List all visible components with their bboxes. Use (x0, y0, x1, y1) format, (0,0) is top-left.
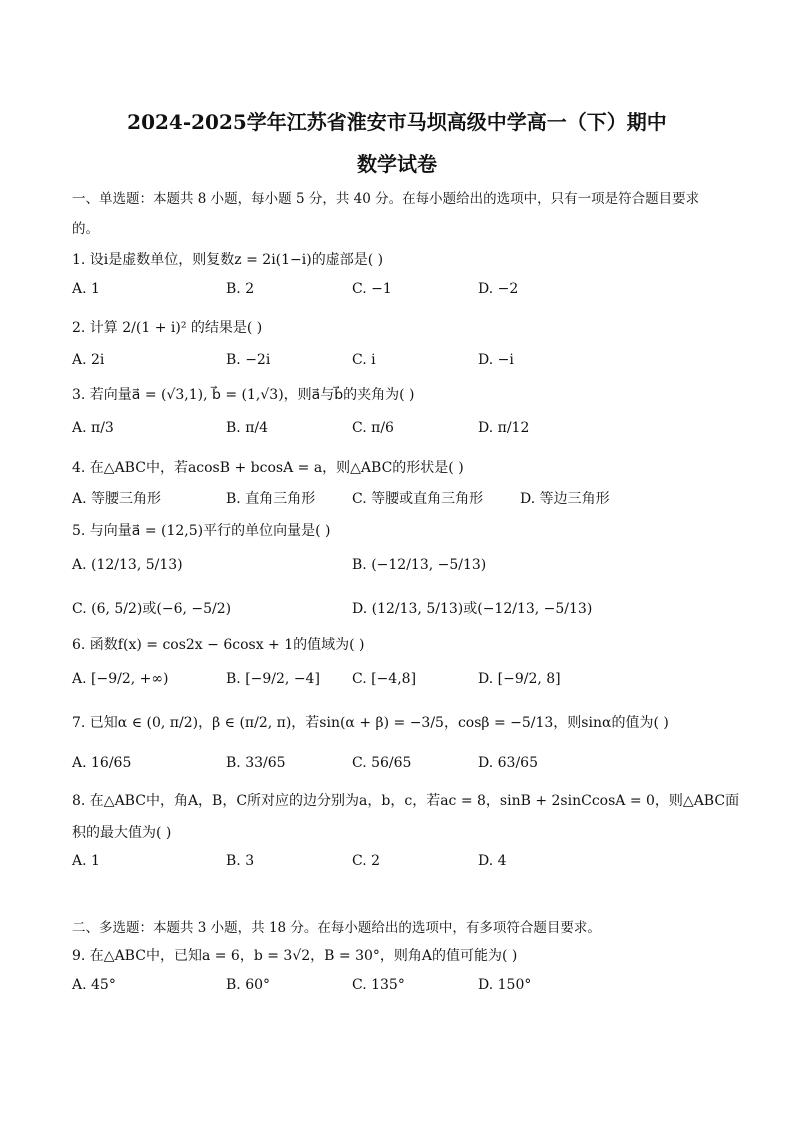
section1-heading: 一、单选题：本题共 8 小题，每小题 5 分，共 40 分。在每小题给出的选项中，只有一项是符合题目要求 (72, 191, 700, 207)
section1-heading-cont: 的。 (72, 221, 99, 237)
question-9-option-a: A. 45° (72, 977, 116, 993)
question-1-stem: 1. 设i是虚数单位，则复数z = 2i(1−i)的虚部是( ) (72, 252, 384, 268)
question-8-option-b: B. 3 (226, 853, 255, 869)
page-subtitle: 数学试卷 (357, 152, 437, 176)
question-4-stem: 4. 在△ABC中，若acosB + bcosA = a，则△ABC的形状是( ) (72, 460, 464, 476)
question-1-option-c: C. −1 (352, 281, 392, 297)
question-7-stem: 7. 已知α ∈ (0, π/2)，β ∈ (π/2, π)，若sin(α + β) = −3/5，cosβ = −5/13，则sinα的值为( ) (72, 715, 669, 731)
section2-heading: 二、多选题：本题共 3 小题，共 18 分。在每小题给出的选项中，有多项符合题目要求。 (72, 920, 601, 936)
question-7-option-c: C. 56/65 (352, 755, 412, 771)
question-4-option-d: D. 等边三角形 (520, 491, 610, 507)
question-6-option-d: D. [−9/2, 8] (478, 671, 561, 687)
question-9-option-b: B. 60° (226, 977, 271, 993)
question-2-option-a: A. 2i (72, 352, 105, 368)
question-3-stem: 3. 若向量a⃗ = (√3,1), b⃗ = (1,√3)，则a⃗与b⃗的夹角为( ) (72, 387, 415, 403)
question-6-option-b: B. [−9/2, −4] (226, 671, 320, 687)
question-2-option-c: C. i (352, 352, 376, 368)
question-4-option-a: A. 等腰三角形 (72, 491, 162, 507)
question-5-option-c: C. (6, 5/2)或(−6, −5/2) (72, 601, 232, 617)
page-title: 2024-2025学年江苏省淮安市马坝高级中学高一（下）期中 (127, 110, 667, 134)
question-4-option-c: C. 等腰或直角三角形 (352, 491, 484, 507)
question-1-option-a: A. 1 (72, 281, 100, 297)
question-9-stem: 9. 在△ABC中，已知a = 6，b = 3√2，B = 30°，则角A的值可能为( ) (72, 948, 518, 964)
question-2-option-d: D. −i (478, 352, 514, 368)
question-9-option-d: D. 150° (478, 977, 532, 993)
question-3-option-d: D. π/12 (478, 420, 530, 436)
question-8-stem: 8. 在△ABC中，角A，B，C所对应的边分别为a，b，c，若ac = 8，sinB + 2sinCcosA = 0，则△ABC面 (72, 793, 740, 809)
question-8-option-a: A. 1 (72, 853, 100, 869)
question-5-option-d: D. (12/13, 5/13)或(−12/13, −5/13) (352, 601, 593, 617)
question-7-option-d: D. 63/65 (478, 755, 538, 771)
question-7-option-b: B. 33/65 (226, 755, 286, 771)
question-1-option-d: D. −2 (478, 281, 519, 297)
question-2-stem: 2. 计算 2/(1 + i)² 的结果是( ) (72, 320, 263, 336)
question-3-option-c: C. π/6 (352, 420, 394, 436)
question-6-stem: 6. 函数f(x) = cos2x − 6cosx + 1的值域为( ) (72, 637, 365, 653)
question-1-option-b: B. 2 (226, 281, 255, 297)
question-6-option-a: A. [−9/2, +∞) (72, 671, 169, 687)
question-9-option-c: C. 135° (352, 977, 405, 993)
question-8-option-d: D. 4 (478, 853, 507, 869)
question-8-option-c: C. 2 (352, 853, 381, 869)
question-5-stem: 5. 与向量a⃗ = (12,5)平行的单位向量是( ) (72, 523, 331, 539)
question-5-option-b: B. (−12/13, −5/13) (352, 557, 487, 573)
question-5-option-a: A. (12/13, 5/13) (72, 557, 183, 573)
question-8-stem-cont: 积的最大值为( ) (72, 825, 172, 841)
question-2-option-b: B. −2i (226, 352, 271, 368)
question-7-option-a: A. 16/65 (72, 755, 132, 771)
question-3-option-b: B. π/4 (226, 420, 269, 436)
question-3-option-a: A. π/3 (72, 420, 114, 436)
question-4-option-b: B. 直角三角形 (226, 491, 316, 507)
question-6-option-c: C. [−4,8] (352, 671, 417, 687)
